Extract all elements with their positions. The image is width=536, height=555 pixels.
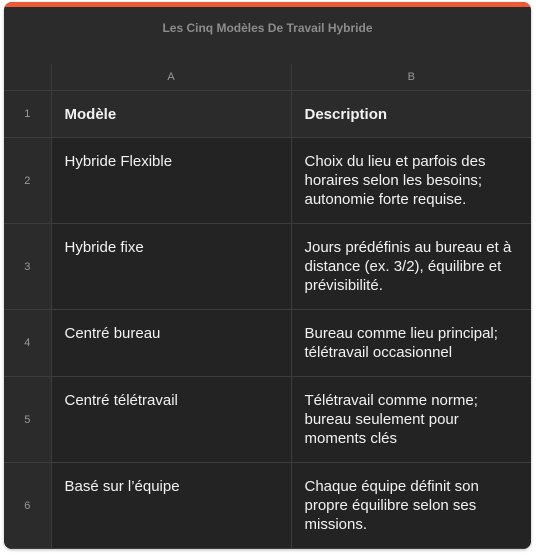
description-cell[interactable]: Télétravail comme norme; bureau seulement pour moments clés	[291, 377, 531, 463]
table-row	[4, 91, 531, 138]
row-number[interactable]: 6	[4, 463, 51, 549]
model-cell[interactable]: Hybride fixe	[51, 224, 291, 310]
column-header-a[interactable]: A	[51, 64, 291, 91]
model-cell[interactable]: Centré bureau	[51, 310, 291, 377]
row-number[interactable]: 5	[4, 377, 51, 463]
row-number[interactable]: 3	[4, 224, 51, 310]
accent-bar	[4, 2, 531, 7]
spreadsheet-table	[4, 64, 531, 549]
model-cell[interactable]: Basé sur l’équipe	[51, 463, 291, 549]
header-cell-description[interactable]: Description	[291, 91, 531, 138]
corner-cell[interactable]	[4, 64, 51, 91]
sheet-title: Les Cinq Modèles De Travail Hybride	[162, 21, 373, 35]
description-cell[interactable]: Chaque équipe définit son propre équilibre selon ses missions.	[291, 463, 531, 549]
model-cell[interactable]: Hybride Flexible	[51, 138, 291, 224]
column-header-row	[4, 64, 531, 91]
description-cell[interactable]: Choix du lieu et parfois des horaires selon les besoins; autonomie forte requise.	[291, 138, 531, 224]
description-cell[interactable]: Bureau comme lieu principal; télétravail occasionnel	[291, 310, 531, 377]
column-header-b[interactable]: B	[291, 64, 531, 91]
table-row	[4, 377, 531, 463]
row-number[interactable]: 2	[4, 138, 51, 224]
model-cell[interactable]: Centré télétravail	[51, 377, 291, 463]
description-cell[interactable]: Jours prédéfinis au bureau et à distance (ex. 3/2), équilibre et prévisibilité.	[291, 224, 531, 310]
table-row	[4, 138, 531, 224]
header-cell-model[interactable]: Modèle	[51, 91, 291, 138]
spreadsheet-card	[4, 2, 531, 549]
table-row	[4, 463, 531, 549]
table-row	[4, 310, 531, 377]
row-number[interactable]: 4	[4, 310, 51, 377]
row-number[interactable]: 1	[4, 91, 51, 138]
table-row	[4, 224, 531, 310]
